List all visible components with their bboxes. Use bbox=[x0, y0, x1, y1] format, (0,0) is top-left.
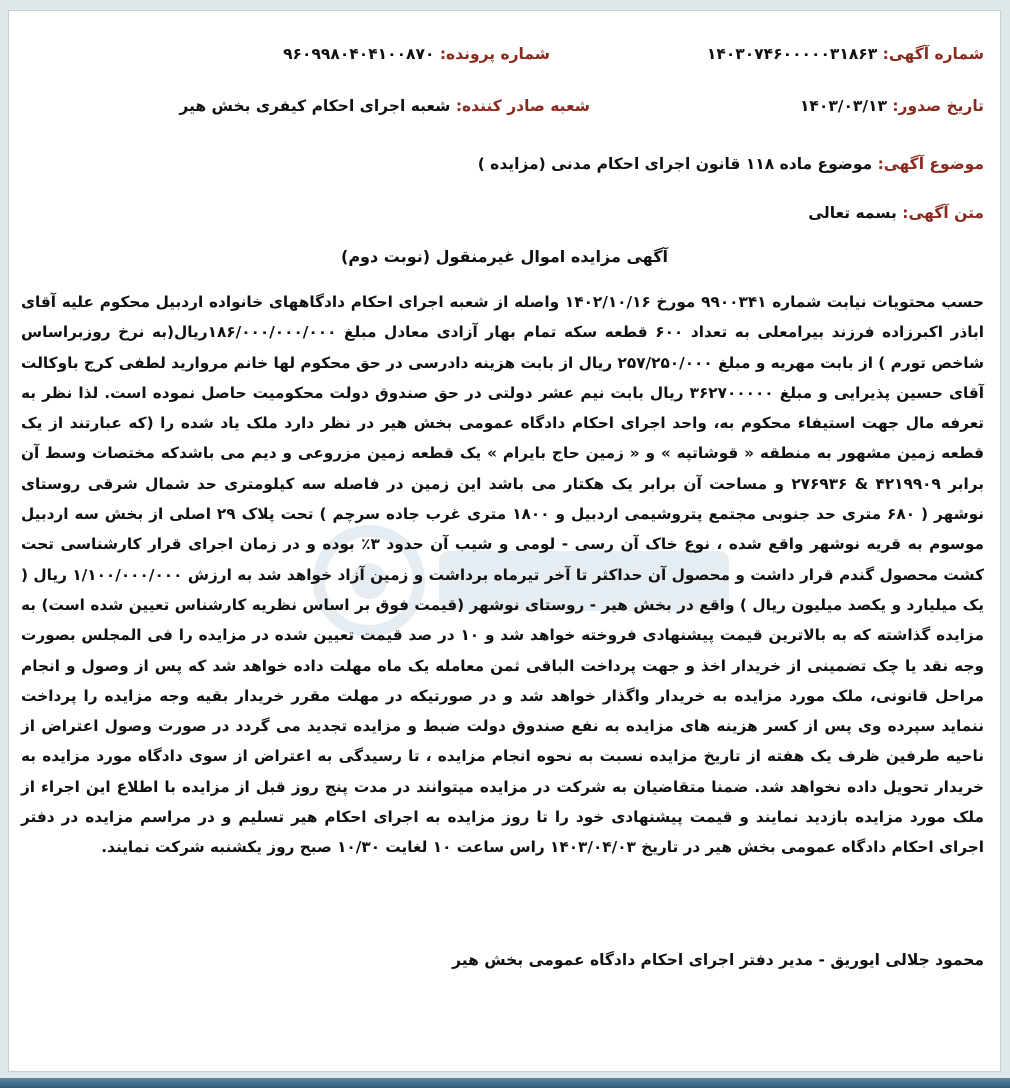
case-number-field bbox=[283, 45, 550, 63]
issue-date-field bbox=[800, 97, 984, 115]
notice-page bbox=[8, 10, 1001, 1072]
text-intro-label: متن آگهی: bbox=[902, 204, 984, 222]
ad-number-label: شماره آگهی: bbox=[882, 45, 984, 63]
issuer-value: شعبه اجرای احکام کیفری بخش هیر bbox=[179, 97, 451, 115]
notice-title: آگهی مزایده اموال غیرمنقول (نوبت دوم) bbox=[341, 247, 668, 266]
subject-value: موضوع ماده ۱۱۸ قانون اجرای احکام مدنی (مزایده ) bbox=[477, 155, 873, 173]
text-intro-field bbox=[808, 204, 984, 222]
subject-field bbox=[478, 155, 984, 173]
signature: محمود جلالی ایوریق - مدیر دفتر اجرای احکام دادگاه عمومی بخش هیر bbox=[452, 951, 984, 969]
ad-number-field bbox=[707, 45, 984, 63]
bottom-frame-bar bbox=[0, 1078, 1010, 1088]
case-number-value: ۹۶۰۹۹۸۰۴۰۴۱۰۰۸۷۰ bbox=[283, 45, 435, 63]
issuer-field bbox=[179, 97, 590, 115]
case-number-label: شماره پرونده: bbox=[439, 45, 550, 63]
issue-date-label: تاریخ صدور: bbox=[892, 97, 984, 115]
text-intro-value: بسمه تعالی bbox=[808, 204, 897, 222]
ad-number-value: ۱۴۰۳۰۷۴۶۰۰۰۰۰۳۱۸۶۳ bbox=[706, 45, 878, 63]
subject-label: موضوع آگهی: bbox=[877, 155, 984, 173]
issue-date-value: ۱۴۰۳/۰۳/۱۳ bbox=[799, 97, 887, 115]
notice-body: حسب محتویات نیابت شماره ۹۹۰۰۳۴۱ مورخ ۱۴۰۲/۱۰/۱۶ واصله از شعبه اجرای احکام دادگاههای خانواده اردبیل محکوم علیه آقای اباذر اکبرزاده فرزند بیرامعلی به تعداد ۶۰۰ قطعه سکه تمام بهار آزادی معادل مبلغ ۱۸۶/۰۰۰/۰۰۰/۰۰۰ریال(به نرخ روزبراساس شاخص تورم ) از بابت مهریه و مبلغ ۲۵۷/۲۵۰/۰۰۰ ریال از بابت هزینه دادرسی در حق محکوم لها خانم مروارید لطفی کرج باوکالت آقای حسین پذیرایی و مبلغ ۳۶۲۷۰۰۰۰۰ ریال بابت نیم عشر دولتی در حق صندوق دولت محکومیت حاصل نموده است. لذا نظر به تعرفه مال جهت استیفاء محکوم به، واحد اجرای احکام دادگاه عمومی بخش هیر در نظر دارد ملک یاد شده را (که عبارتند از یک قطعه زمین مشهور به منطقه « قوشاتپه » و « زمین حاج بایرام » یک قطعه زمین مزروعی و دیم می باشدکه مختصات وسط آن برابر ۴۲۱۹۹۰۹ & ۲۷۶۹۳۶ و مساحت آن برابر یک هکتار می باشد این زمین در فاصله سه کیلومتری حد شمال شرقی روستای نوشهر ( ۶۸۰ متری حد جنوبی مجتمع پتروشیمی اردبیل و ۱۸۰۰ متری غرب جاده سرچم ) تحت پلاک ۲۹ اصلی از بخش سه اردبیل موسوم به قریه نوشهر واقع شده ، نوع خاک آن رسی - لومی و شیب آن حدود ۳٪ بوده و در زمان اجرای قرار کارشناسی تحت کشت محصول گندم قرار داشت و محصول آن حداکثر تا آخر تیرماه برداشت و زمین آزاد خواهد شد به ارزش ۱/۱۰۰/۰۰۰/۰۰۰ ریال ( یک میلیارد و یکصد میلیون ریال ) واقع در بخش هیر - روستای نوشهر (قیمت فوق بر اساس نظریه کارشناس تعیین شده است) به مزایده گذاشته که به بالاترین قیمت پیشنهادی فروخته خواهد شد و ۱۰ در صد قیمت تعیین شده در مزایده را فی المجلس بصورت وجه نقد یا چک تضمینی از خریدار اخذ و جهت پرداخت الباقی ثمن معامله یک ماه مهلت داده خواهد شد که پس از وصول و انجام مراحل قانونی، ملک مورد مزایده به خریدار واگذار خواهد شد و در صورتیکه در مهلت مقرر خریدار بقیه وجه مزایده را پرداخت ننماید سپرده وی پس از کسر هزینه های مزایده به نفع صندوق دولت ضبط و مزایده تجدید می گردد در صورت وصول اعتراض از ناحیه طرفین ظرف یک هفته از تاریخ مزایده نسبت به نحوه انجام مزایده ، تا رسیدگی به اعتراض از سوی دادگاه مورد مزایده به خریدار تحویل داده نخواهد شد. ضمنا متقاضیان به شرکت در مزایده میتوانند در مدت پنج روز قبل از مزایده با اطلاع این اجراء از ملک مورد مزایده بازدید نمایند و قیمت پیشنهادی خود را تا روز مزایده به اجرای احکام هیر تسلیم و در مراسم مزایده در دفتر اجرای احکام دادگاه عمومی بخش هیر در تاریخ ۱۴۰۳/۰۴/۰۳ راس ساعت ۱۰ لغایت ۱۰/۳۰ صبح روز یکشنبه شرکت نمایند. bbox=[21, 293, 985, 857]
issuer-label: شعبه صادر کننده: bbox=[455, 97, 590, 115]
